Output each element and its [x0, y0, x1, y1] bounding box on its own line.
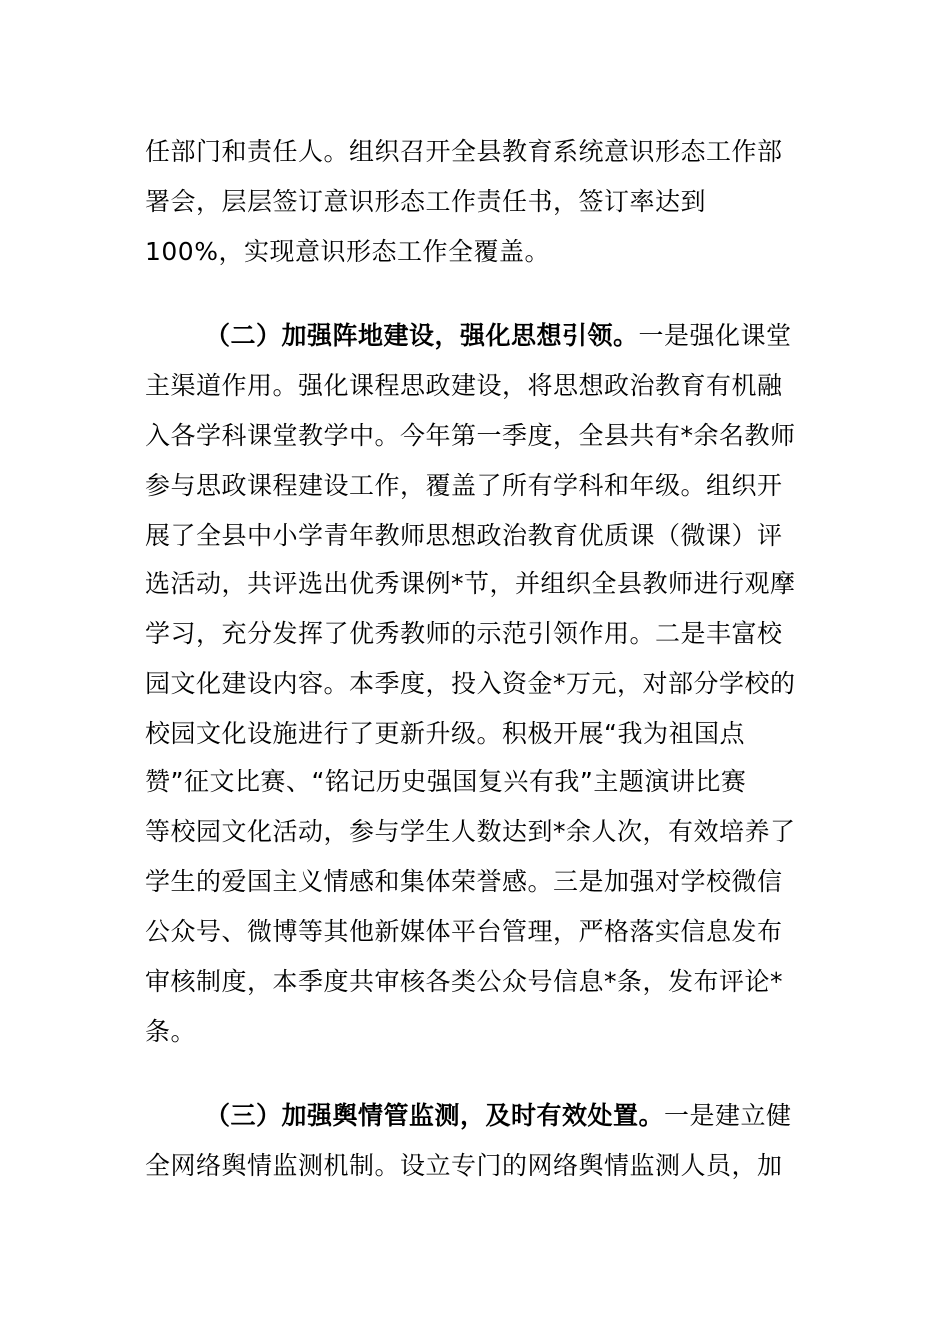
body-text-line: 审核制度，本季度共审核各类公众号信息*条，发布评论*: [145, 967, 784, 996]
body-text-line: 任部门和责任人。组织召开全县教育系统意识形态工作部: [145, 137, 783, 166]
body-text-line: 赞”征文比赛、“铭记历史强国复兴有我”主题演讲比赛: [145, 767, 747, 796]
paragraph-first-line: [205, 311, 792, 361]
body-text-line: 园文化建设内容。本季度，投入资金*万元，对部分学校的: [145, 669, 796, 698]
body-text-line: 选活动，共评选出优秀课例*节，并组织全县教师进行观摩: [145, 569, 796, 598]
body-text-line: 主渠道作用。强化课程思政建设，将思想政治教育有机融: [145, 371, 783, 400]
body-text: 一是强化课堂: [638, 321, 792, 350]
body-text: 一是建立健: [664, 1101, 792, 1130]
body-text-line: 校园文化设施进行了更新升级。积极开展“我为祖国点: [145, 719, 745, 748]
body-text-line: 公众号、微博等其他新媒体平台管理，严格落实信息发布: [145, 917, 783, 946]
section-heading-3: （三）加强舆情管监测，及时有效处置。: [205, 1101, 665, 1130]
body-text-line: 全网络舆情监测机制。设立专门的网络舆情监测人员，加: [145, 1151, 783, 1180]
body-text-line: 展了全县中小学青年教师思想政治教育优质课（微课）评: [145, 521, 783, 550]
body-text-line: 等校园文化活动，参与学生人数达到*余人次，有效培养了: [145, 817, 796, 846]
body-text-line: 学习，充分发挥了优秀教师的示范引领作用。二是丰富校: [145, 619, 783, 648]
body-text-line: 入各学科课堂教学中。今年第一季度，全县共有*余名教师: [145, 421, 796, 450]
body-text-line: 条。: [145, 1017, 197, 1046]
body-text-line: 100%，实现意识形态工作全覆盖。: [145, 237, 550, 266]
paragraph-first-line: [205, 1091, 792, 1141]
body-text-line: 参与思政课程建设工作，覆盖了所有学科和年级。组织开: [145, 471, 783, 500]
body-text-line: 署会，层层签订意识形态工作责任书，签订率达到: [145, 187, 707, 216]
body-text-line: 学生的爱国主义情感和集体荣誉感。三是加强对学校微信: [145, 867, 783, 896]
section-heading-2: （二）加强阵地建设，强化思想引领。: [205, 321, 639, 350]
